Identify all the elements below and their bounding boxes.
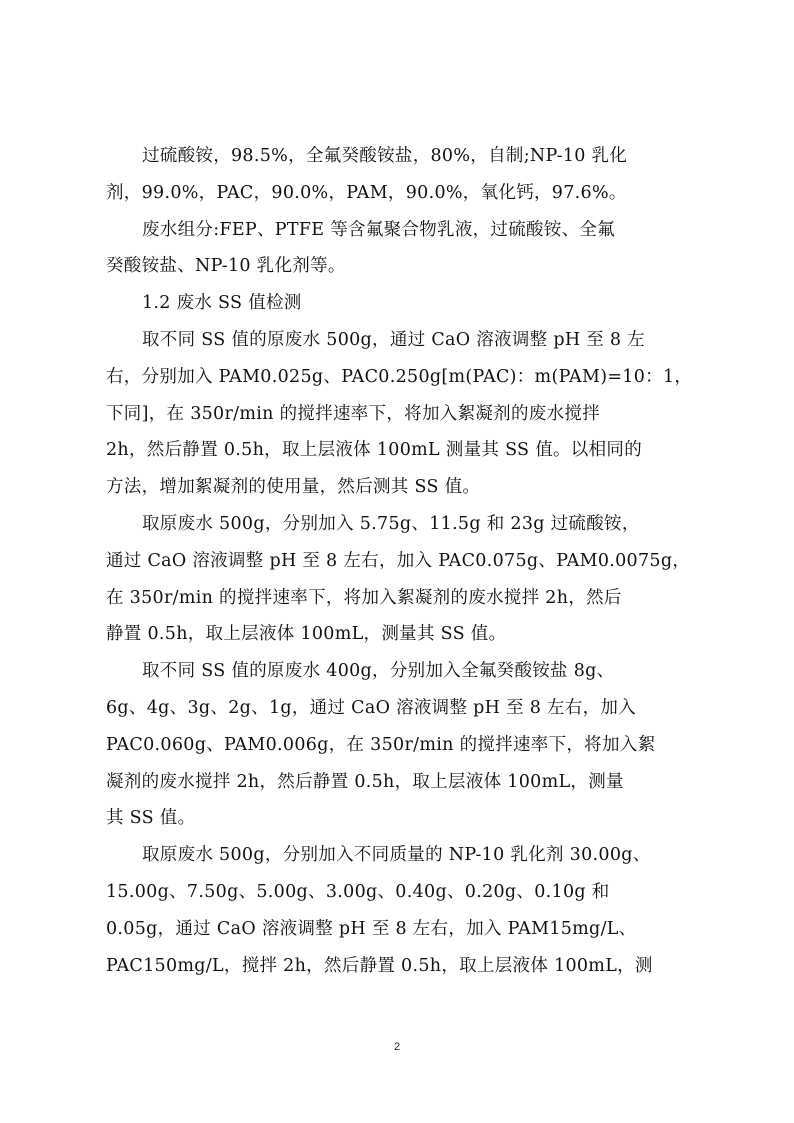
text-line: 取原废水 500g，分别加入不同质量的 NP-10 乳化剂 30.00g、: [142, 845, 651, 866]
text-line: 在 350r/min 的搅拌速率下，将加入絮凝剂的废水搅拌 2h，然后: [106, 587, 622, 608]
text-line: 通过 CaO 溶液调整 pH 至 8 左右，加入 PAC0.075g、PAM0.0075g，: [106, 550, 691, 571]
text-line: 2h，然后静置 0.5h，取上层液体 100mL 测量其 SS 值。以相同的: [106, 440, 643, 461]
text-line: 取不同 SS 值的原废水 500g，通过 CaO 溶液调整 pH 至 8 左: [142, 329, 646, 350]
text-line: 0.05g，通过 CaO 溶液调整 pH 至 8 左右，加入 PAM15mg/L、: [106, 918, 637, 939]
paragraph-ss-test-3: [106, 653, 696, 837]
text-line: 方法，增加絮凝剂的使用量，然后测其 SS 值。: [106, 477, 481, 498]
section-heading: [106, 285, 696, 322]
text-line: 其 SS 值。: [106, 808, 196, 829]
body-text: [106, 138, 696, 984]
text-line: 剂，99.0%，PAC，90.0%，PAM，90.0%，氧化钙，97.6%。: [106, 182, 627, 203]
text-line: 下同]，在 350r/min 的搅拌速率下，将加入絮凝剂的废水搅拌: [106, 403, 600, 424]
text-line: 右，分别加入 PAM0.025g、PAC0.250g[m(PAC)：m(PAM)=10：1，: [106, 366, 693, 387]
text-line: PAC150mg/L，搅拌 2h，然后静置 0.5h，取上层液体 100mL，测: [106, 955, 653, 976]
paragraph-wastewater-composition: [106, 212, 696, 286]
heading-line: 1.2 废水 SS 值检测: [142, 293, 302, 314]
text-line: 15.00g、7.50g、5.00g、3.00g、0.40g、0.20g、0.10g 和: [106, 881, 610, 902]
page-number: 2: [393, 1041, 401, 1053]
text-line: 癸酸铵盐、NP-10 乳化剂等。: [106, 256, 346, 277]
text-line: 取原废水 500g，分别加入 5.75g、11.5g 和 23g 过硫酸铵，: [142, 513, 640, 534]
text-line: 过硫酸铵，98.5%，全氟癸酸铵盐，80%，自制;NP-10 乳化: [142, 146, 628, 166]
text-line: 6g、4g、3g、2g、1g，通过 CaO 溶液调整 pH 至 8 左右，加入: [106, 697, 637, 718]
paragraph-materials: [106, 138, 696, 212]
paragraph-ss-test-4: [106, 837, 696, 984]
text-line: 静置 0.5h，取上层液体 100mL，测量其 SS 值。: [106, 624, 507, 645]
text-line: PAC0.060g、PAM0.006g，在 350r/min 的搅拌速率下，将加入絮: [106, 734, 656, 755]
text-line: 废水组分:FEP、PTFE 等含氟聚合物乳液，过硫酸铵、全氟: [142, 219, 616, 240]
text-line: 凝剂的废水搅拌 2h，然后静置 0.5h，取上层液体 100mL，测量: [106, 771, 624, 792]
paragraph-ss-test-1: [106, 322, 696, 506]
paragraph-ss-test-2: [106, 506, 696, 653]
text-line: 取不同 SS 值的原废水 400g，分别加入全氟癸酸铵盐 8g、: [142, 661, 615, 682]
